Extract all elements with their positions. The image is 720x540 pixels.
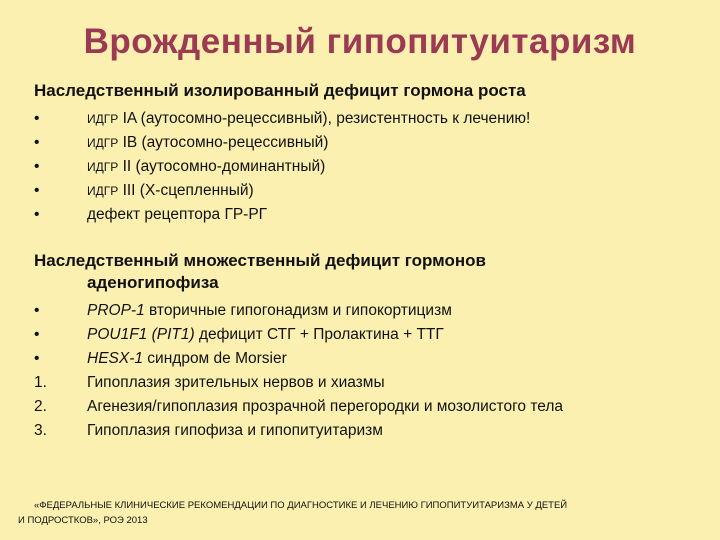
list-item-text: III (Х-сцепленный) — [118, 182, 254, 199]
list-item — [34, 108, 694, 130]
gene-name: PROP-1 — [87, 302, 145, 319]
list-item — [34, 132, 694, 154]
numbered-item — [34, 396, 694, 418]
citation-line: «ФЕДЕРАЛЬНЫЕ КЛИНИЧЕСКИЕ РЕКОМЕНДАЦИИ ПО ДИАГНОСТИКЕ И ЛЕЧЕНИЮ ГИПОПИТУИТАРИЗМА У ДЕТЕЙ — [34, 500, 568, 511]
list-item — [34, 348, 694, 370]
list-item — [34, 204, 694, 226]
list-item — [34, 156, 694, 178]
citation-line: И ПОДРОСТКОВ», РОЭ 2013 — [18, 515, 148, 526]
number-marker: 1. — [34, 374, 47, 391]
page-title: Врожденный гипопитуитаризм — [83, 22, 637, 61]
numbered-item-text: Гипоплазия зрительных нервов и хиазмы — [87, 374, 385, 391]
abbr-prefix: ИДГР — [87, 112, 119, 126]
list-item-text: IB (аутосомно-рецессивный) — [118, 134, 329, 151]
list-item-text: дефект рецептора ГР-РГ — [87, 206, 268, 223]
bullet-marker: • — [34, 350, 40, 367]
slide-content — [34, 80, 694, 444]
section-heading-isolated: Наследственный изолированный дефицит гормона роста — [34, 81, 526, 100]
list-item-text: II (аутосомно-доминантный) — [118, 158, 326, 175]
numbered-item — [34, 420, 694, 442]
abbr-prefix: ИДГР — [87, 136, 119, 150]
abbr-prefix: ИДГР — [87, 160, 119, 174]
bullet-marker: • — [34, 182, 40, 199]
bullet-marker: • — [34, 134, 40, 151]
list-item — [34, 300, 694, 322]
abbr-prefix: ИДГР — [87, 184, 119, 198]
heading-line: аденогипофиза — [87, 273, 219, 292]
list-item-text: IA (аутосомно-рецессивный), резистентность к лечению! — [118, 110, 531, 127]
numbered-item-text: Агенезия/гипоплазия прозрачной перегородки и мозолистого тела — [87, 398, 564, 415]
number-marker: 3. — [34, 422, 47, 439]
list-item-text: вторичные гипогонадизм и гипокортицизм — [144, 302, 452, 319]
number-marker: 2. — [34, 398, 47, 415]
gene-name: POU1F1 (PIT1) — [87, 326, 195, 343]
gene-name: HESX-1 — [87, 350, 143, 367]
list-item-text: дефицит СТГ + Пролактина + ТТГ — [194, 326, 444, 343]
bullet-marker: • — [34, 206, 40, 223]
bullet-marker: • — [34, 302, 40, 319]
section-heading-multiple — [34, 250, 694, 294]
list-item-text: синдром de Morsier — [143, 350, 287, 367]
heading-line: Наследственный множественный дефицит гормонов — [34, 251, 486, 270]
list-item — [34, 180, 694, 202]
numbered-item-text: Гипоплазия гипофиза и гипопитуитаризм — [87, 422, 383, 439]
bullet-marker: • — [34, 158, 40, 175]
bullet-marker: • — [34, 110, 40, 127]
list-item — [34, 324, 694, 346]
bullet-marker: • — [34, 326, 40, 343]
citation-footer — [18, 498, 708, 528]
numbered-item — [34, 372, 694, 394]
